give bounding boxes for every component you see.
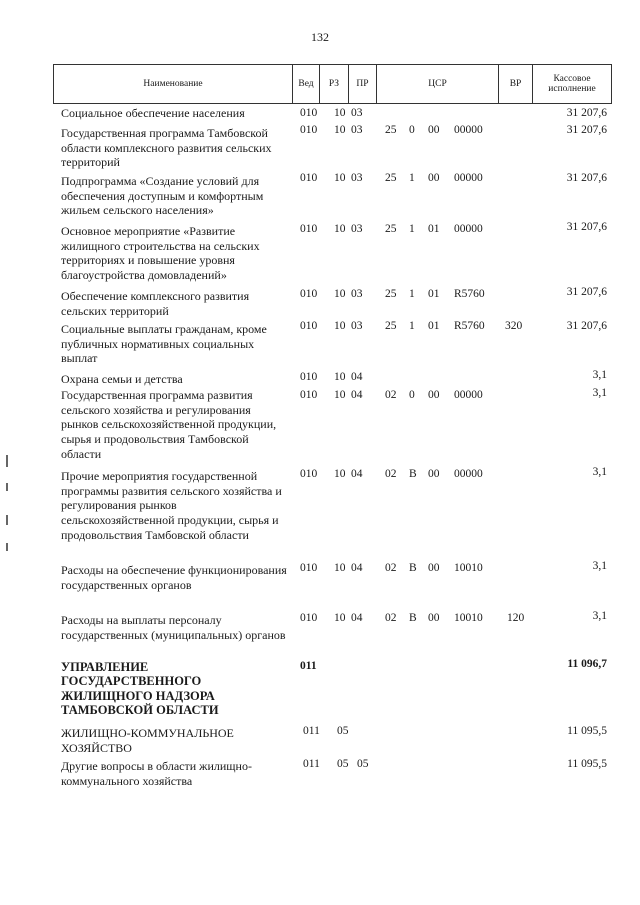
row-amount: 31 207,6: [566, 286, 607, 298]
row-name: Основное мероприятие «Развитие жилищного строительства на сельских территориях и повышение уровня благоустройства домовладений»: [61, 224, 260, 282]
header-amount: Кассовое исполнение: [532, 64, 612, 104]
row-pr: 04: [351, 389, 363, 401]
row-ved: 010: [300, 107, 318, 119]
row-csr-direction: 00000: [454, 389, 483, 401]
row-csr-direction: 10010: [454, 612, 483, 624]
row-pr: 03: [351, 172, 363, 184]
row-csr-program: 25: [385, 124, 397, 136]
row-csr-program: 02: [385, 612, 397, 624]
header-rz: РЗ: [319, 64, 349, 104]
row-csr-event: 01: [428, 288, 440, 300]
row-csr-subprogram: 0: [409, 389, 415, 401]
row-pr: 03: [351, 320, 363, 332]
row-rz: 05: [337, 758, 349, 770]
row-ved: 010: [300, 124, 318, 136]
row-ved: 010: [300, 389, 318, 401]
row-amount: 11 095,5: [567, 725, 607, 737]
row-csr-program: 02: [385, 389, 397, 401]
row-amount: 31 207,6: [566, 124, 607, 136]
row-csr-direction: 00000: [454, 124, 483, 136]
row-csr-event: 00: [428, 389, 440, 401]
row-csr-subprogram: В: [409, 562, 417, 574]
row-csr-event: 00: [428, 124, 440, 136]
row-csr-event: 00: [428, 172, 440, 184]
row-ved: 011: [303, 758, 320, 770]
row-rz: 10: [334, 371, 346, 383]
row-pr: 04: [351, 371, 363, 383]
row-csr-direction: 00000: [454, 468, 483, 480]
row-name: УПРАВЛЕНИЕ ГОСУДАРСТВЕННОГО ЖИЛИЩНОГО НАДЗОРА ТАМБОВСКОЙ ОБЛАСТИ: [61, 660, 219, 718]
row-pr: 03: [351, 124, 363, 136]
row-rz: 10: [334, 288, 346, 300]
row-rz: 10: [334, 320, 346, 332]
row-rz: 10: [334, 223, 346, 235]
row-amount: 3,1: [592, 560, 607, 572]
row-rz: 10: [334, 107, 346, 119]
row-rz: 10: [334, 172, 346, 184]
row-ved: 010: [300, 288, 318, 300]
row-amount: 31 207,6: [566, 320, 607, 332]
row-ved: 010: [300, 223, 318, 235]
row-rz: 10: [334, 612, 346, 624]
row-pr: 04: [351, 612, 363, 624]
row-csr-event: 00: [428, 562, 440, 574]
row-name: Охрана семьи и детства: [61, 372, 183, 386]
header-vr: ВР: [498, 64, 533, 104]
scan-mark: [6, 515, 8, 525]
row-csr-event: 01: [428, 320, 440, 332]
row-amount: 31 207,6: [566, 107, 607, 119]
row-pr: 03: [351, 223, 363, 235]
row-csr-subprogram: 1: [409, 223, 415, 235]
row-ved: 010: [300, 468, 318, 480]
row-rz: 10: [334, 468, 346, 480]
row-pr: 05: [357, 758, 369, 770]
row-ved: 011: [300, 660, 317, 672]
row-ved: 010: [300, 320, 318, 332]
row-rz: 10: [334, 124, 346, 136]
row-name: Социальные выплаты гражданам, кроме публичных нормативных социальных выплат: [61, 322, 267, 366]
row-amount: 3,1: [592, 369, 607, 381]
row-csr-direction: R5760: [454, 288, 485, 300]
row-name: Прочие мероприятия государственной программы развития сельского хозяйства и регулирования рынков сельскохозяйственной продукции, сырья и продовольствия Тамбовской области: [61, 469, 282, 542]
row-rz: 10: [334, 389, 346, 401]
row-amount: 31 207,6: [566, 221, 607, 233]
row-amount: 3,1: [592, 387, 607, 399]
row-csr-program: 02: [385, 468, 397, 480]
header-csr: ЦСР: [376, 64, 499, 104]
row-name: Социальное обеспечение населения: [61, 106, 245, 120]
row-name: Обеспечение комплексного развития сельских территорий: [61, 289, 250, 318]
row-pr: 04: [351, 562, 363, 574]
header-pr: ПР: [348, 64, 377, 104]
row-csr-subprogram: В: [409, 468, 417, 480]
header-ved: Вед: [292, 64, 320, 104]
row-vr: 120: [507, 612, 525, 624]
row-pr: 04: [351, 468, 363, 480]
row-rz: 10: [334, 562, 346, 574]
row-pr: 03: [351, 107, 363, 119]
row-name: Государственная программа развития сельского хозяйства и регулирования рынков сельскохозяйственной продукции, сырья и продовольствия Тамбовской области: [61, 388, 277, 461]
row-ved: 010: [300, 612, 318, 624]
row-csr-program: 25: [385, 223, 397, 235]
row-csr-program: 02: [385, 562, 397, 574]
row-csr-subprogram: 0: [409, 124, 415, 136]
row-amount: 3,1: [592, 610, 607, 622]
row-amount: 11 095,5: [567, 758, 607, 770]
row-csr-direction: 00000: [454, 172, 483, 184]
row-ved: 010: [300, 562, 318, 574]
row-name: Расходы на выплаты персоналу государственных (муниципальных) органов: [61, 613, 286, 642]
page-number: 132: [311, 30, 329, 44]
row-csr-subprogram: 1: [409, 320, 415, 332]
row-csr-subprogram: В: [409, 612, 417, 624]
row-csr-program: 25: [385, 288, 397, 300]
row-name: Другие вопросы в области жилищно-коммунального хозяйства: [61, 759, 252, 788]
row-ved: 010: [300, 172, 318, 184]
row-csr-program: 25: [385, 320, 397, 332]
row-csr-event: 00: [428, 468, 440, 480]
row-name: Расходы на обеспечение функционирования государственных органов: [61, 563, 287, 592]
row-name: ЖИЛИЩНО-КОММУНАЛЬНОЕ ХОЗЯЙСТВО: [61, 726, 234, 755]
scan-mark: [6, 483, 8, 491]
row-rz: 05: [337, 725, 349, 737]
row-csr-direction: 00000: [454, 223, 483, 235]
row-amount: 31 207,6: [566, 172, 607, 184]
row-name: Подпрограмма «Создание условий для обеспечения доступным и комфортным жильем сельского населения»: [61, 174, 264, 218]
row-csr-subprogram: 1: [409, 288, 415, 300]
row-pr: 03: [351, 288, 363, 300]
row-amount: 3,1: [592, 466, 607, 478]
header-name: Наименование: [53, 64, 293, 104]
row-csr-direction: 10010: [454, 562, 483, 574]
row-vr: 320: [505, 320, 523, 332]
row-csr-direction: R5760: [454, 320, 485, 332]
scan-mark: [6, 455, 8, 467]
row-name: Государственная программа Тамбовской области комплексного развития сельских территорий: [61, 126, 272, 170]
scan-mark: [6, 543, 8, 551]
row-amount: 11 096,7: [567, 658, 607, 670]
row-csr-program: 25: [385, 172, 397, 184]
row-ved: 011: [303, 725, 320, 737]
row-ved: 010: [300, 371, 318, 383]
row-csr-subprogram: 1: [409, 172, 415, 184]
row-csr-event: 00: [428, 612, 440, 624]
row-csr-event: 01: [428, 223, 440, 235]
